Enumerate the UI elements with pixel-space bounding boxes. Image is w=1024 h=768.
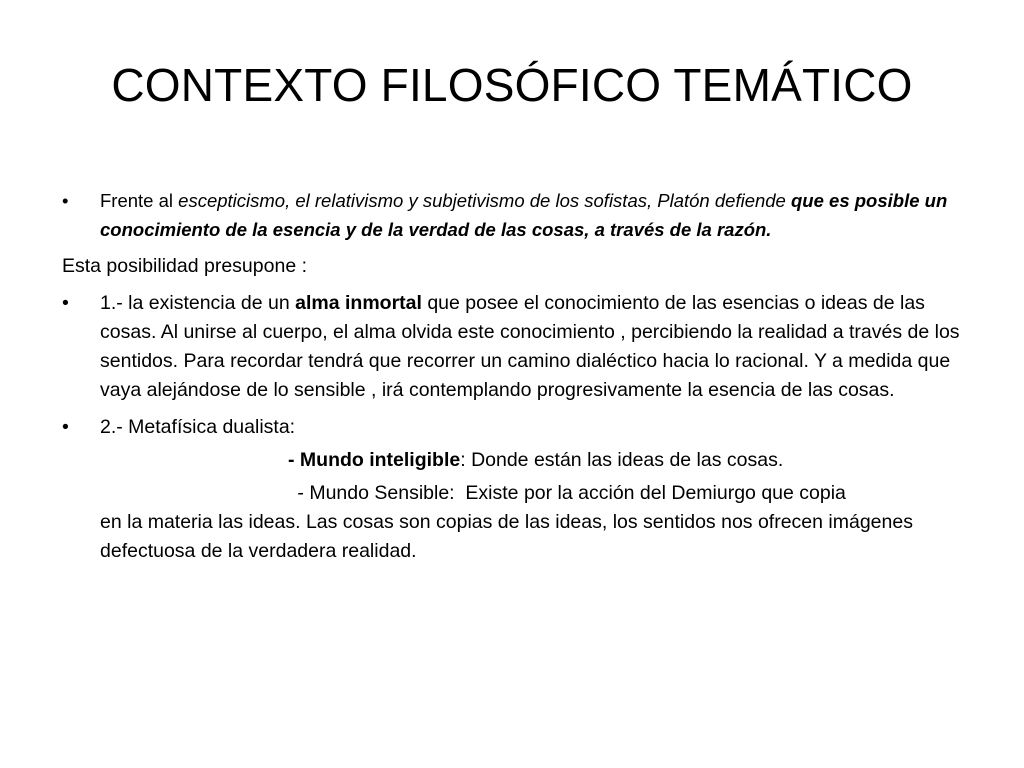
p1-bold-italic: que es posible un conocimiento de la esencia y de la verdad de las cosas, a través de la razón. xyxy=(100,190,948,240)
p3-bold: alma inmortal xyxy=(295,292,422,314)
presupone-line: Esta posibilidad presupone : xyxy=(62,255,307,277)
bullet-sofistas xyxy=(62,186,962,244)
p3-intro: 1.- la existencia de un xyxy=(100,292,296,314)
p1-italic: escepticismo, el relativismo y subjetivismo de los sofistas, Platón defiende xyxy=(178,190,791,211)
slide-content xyxy=(62,186,962,566)
bullet-dot: • xyxy=(62,416,69,438)
mundo-inteligible-rest: : Donde están las ideas de las cosas. xyxy=(460,449,784,471)
bullet-metafisica xyxy=(62,413,962,442)
mundo-sensible-block xyxy=(62,479,962,566)
p1-intro: Frente al xyxy=(100,190,179,211)
slide-title: CONTEXTO FILOSÓFICO TEMÁTICO xyxy=(111,59,913,111)
p3-rest: que posee el conocimiento de las esencias o ideas de las cosas. Al unirse al cuerpo, el alma olvida este conocimiento , percibiendo la realidad a través de los sentidos. Para recordar tendrá que recorrer un camino dialéctico hacia lo racional. Y a medida que vaya alejándose de lo sensible , irá contemplando progresivamente la esencia de las cosas. xyxy=(100,292,960,401)
mundo-inteligible-bold: - Mundo inteligible xyxy=(288,449,461,471)
bullet-dot: • xyxy=(62,292,69,314)
bullet-dot: • xyxy=(62,190,69,211)
mundo-inteligible-line xyxy=(62,446,962,475)
mundo-sensible-cont: en la materia las ideas. Las cosas son copias de las ideas, los sentidos nos ofrecen imágenes defectuosa de la verdadera realidad. xyxy=(100,511,913,562)
bullet-alma-inmortal xyxy=(62,289,962,405)
mundo-sensible-first: - Mundo Sensible: Existe por la acción del Demiurgo que copia xyxy=(292,482,846,504)
p4-heading: 2.- Metafísica dualista: xyxy=(100,416,296,438)
